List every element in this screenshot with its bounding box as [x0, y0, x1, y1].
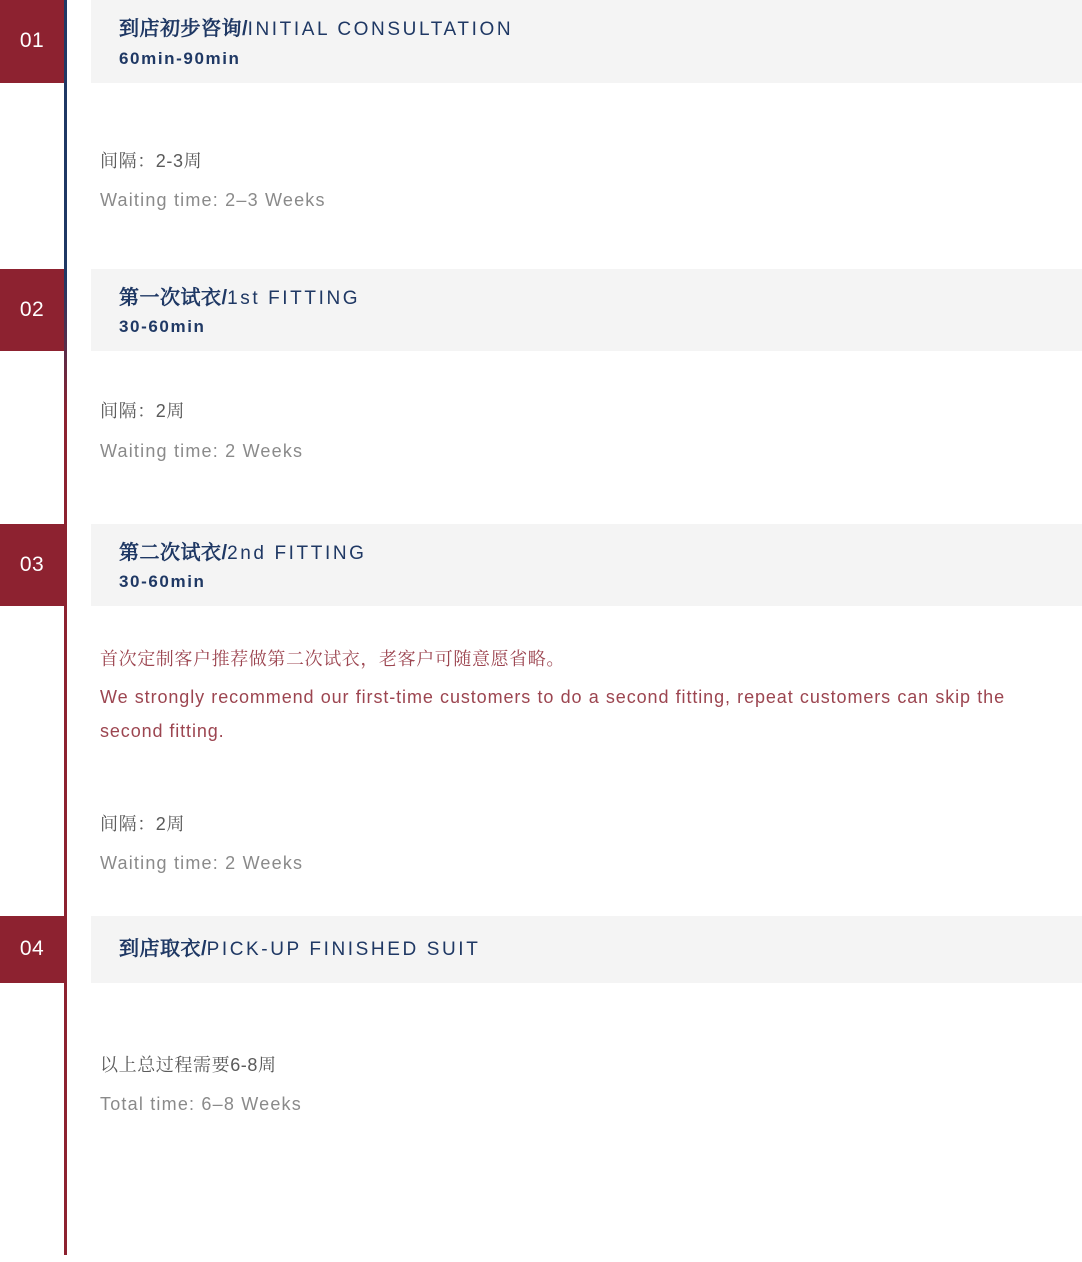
step-title-en: 1st FITTING: [227, 287, 361, 309]
waiting-block-2: [0, 399, 1082, 463]
spacer: [0, 748, 1082, 812]
step-title-separator: /: [221, 286, 228, 309]
recommendation-en: We strongly recommend our first-time customers to do a second fitting, repeat customers can skip the second fitting.: [100, 687, 1005, 741]
waiting-label-en: Waiting time: 2 Weeks: [100, 853, 304, 874]
step-duration: 30-60min: [119, 572, 206, 592]
step-number-badge: 02: [0, 269, 64, 352]
step-title-separator: /: [221, 541, 228, 564]
timeline-step-03: [0, 524, 1082, 607]
step-header-band: [91, 269, 1082, 352]
step-title: [119, 538, 1082, 569]
step-header-band: [91, 0, 1082, 83]
step-header-band: [91, 524, 1082, 607]
total-time-en: Total time: 6–8 Weeks: [100, 1093, 302, 1114]
step-number-badge: 03: [0, 524, 64, 607]
timeline-step-04: [0, 916, 1082, 983]
spacer: [0, 213, 1082, 269]
step-duration: 30-60min: [119, 317, 206, 337]
total-time-block: [0, 1053, 1082, 1117]
step-title: [119, 934, 1082, 965]
total-time-cn: 以上总过程需要6-8周: [100, 1054, 277, 1075]
waiting-label-en: Waiting time: 2 Weeks: [100, 440, 304, 461]
waiting-label-cn: 间隔：2周: [100, 813, 186, 834]
waiting-label-cn: 间隔：2-3周: [100, 150, 203, 171]
step-title-cn: 到店初步咨询: [119, 18, 242, 40]
step-title-cn: 第二次试衣: [119, 541, 222, 564]
step-title-cn: 到店取衣: [119, 938, 201, 961]
step-title-en: 2nd FITTING: [227, 542, 367, 564]
spacer: [0, 83, 1082, 149]
step-title: [119, 283, 1082, 314]
spacer: [0, 876, 1082, 916]
step-title-separator: /: [201, 938, 207, 961]
step-title-en: PICK-UP FINISHED SUIT: [206, 939, 481, 961]
step-number-badge: 01: [0, 0, 64, 83]
step-title-separator: /: [242, 18, 248, 40]
step-title-cn: 第一次试衣: [119, 286, 222, 309]
step-title-en: INITIAL CONSULTATION: [247, 19, 514, 40]
timeline-step-01: [0, 0, 1082, 83]
step-title: [119, 14, 1082, 45]
waiting-block-3: [0, 812, 1082, 876]
recommendation-cn: 首次定制客户推荐做第二次试衣，老客户可随意愿省略。: [100, 649, 565, 670]
step-number-badge: 04: [0, 916, 64, 983]
spacer: [0, 983, 1082, 1053]
waiting-label-en: Waiting time: 2–3 Weeks: [100, 189, 326, 210]
step-duration: 60min-90min: [119, 48, 241, 68]
spacer: [0, 606, 1082, 646]
waiting-block-1: [0, 149, 1082, 213]
timeline-step-02: [0, 269, 1082, 352]
recommendation-block: [0, 646, 1082, 748]
spacer: [0, 351, 1082, 399]
spacer: [0, 464, 1082, 524]
waiting-label-cn: 间隔：2周: [100, 401, 186, 422]
step-header-band: [91, 916, 1082, 983]
